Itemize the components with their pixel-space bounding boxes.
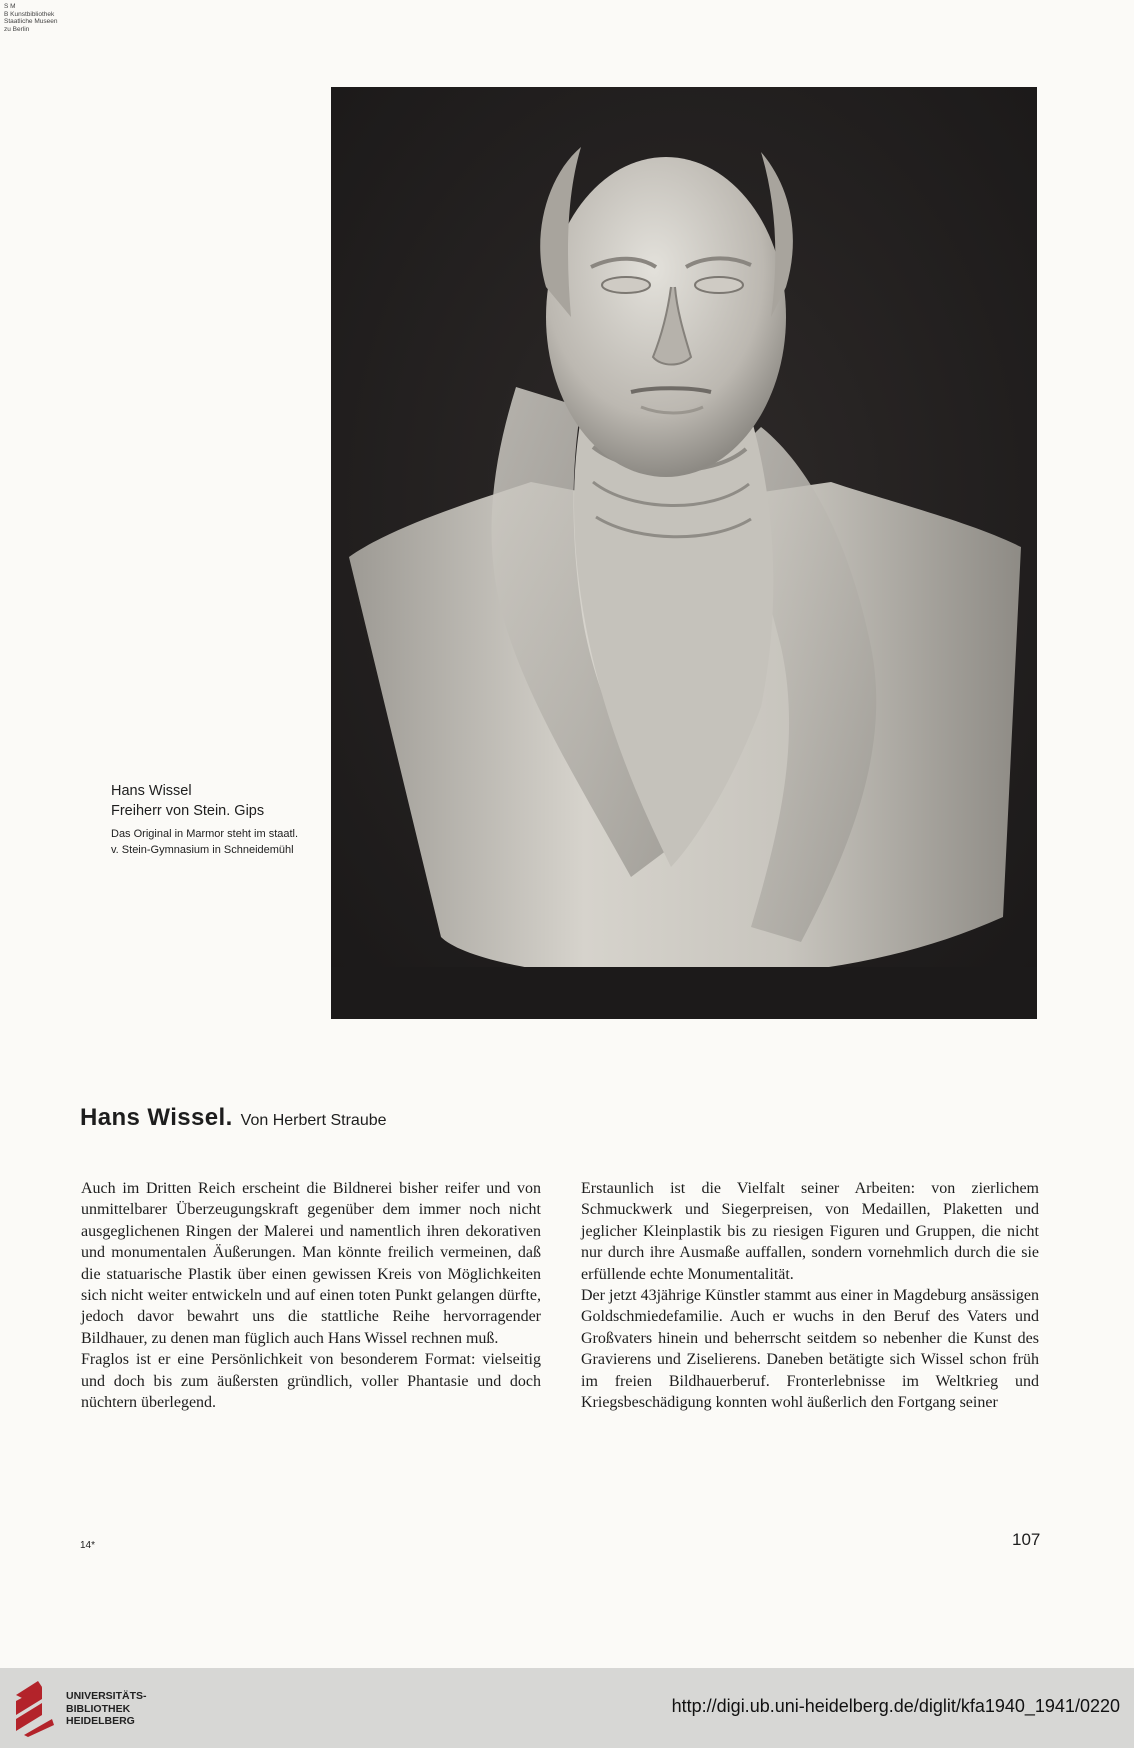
library-stamp xyxy=(4,3,86,33)
stamp-line: B Kunstbibliothek xyxy=(4,10,55,18)
article-headline xyxy=(80,1104,387,1132)
article-title: Hans Wissel. xyxy=(80,1104,233,1131)
caption-artist: Hans Wissel xyxy=(111,783,192,799)
caption-title: Freiherr von Stein. Gips xyxy=(111,803,265,819)
image-caption xyxy=(111,781,311,858)
library-logo-icon xyxy=(12,1679,58,1737)
library-name-line: BIBLIOTHEK xyxy=(66,1702,131,1715)
stamp-line: Staatliche Museen xyxy=(4,18,58,25)
paragraph: Fraglos ist er eine Persönlichkeit von besonderem Format: vielseitig und doch bis zum äußersten gründlich, voller Phantasie und doch nüchtern überlegend. xyxy=(81,1351,541,1412)
paragraph: Erstaunlich ist die Vielfalt seiner Arbeiten: von zierlichem Schmuckwerk und Siegerpreisen, von Medaillen, Plaketten und jeglicher Kleinplastik bis zu riesigen Figuren und Gruppen, die nicht nur durch ihre Ausmaße auffallen, sondern vornehmlich durch die sie erfüllende echte Monumentalität. xyxy=(581,1180,1039,1283)
paragraph: Auch im Dritten Reich erscheint die Bildnerei bisher reifer und von unmittelbarer Überzeugungskraft gegenüber dem immer noch nicht ausgeglichenen Ringen der Malerei und namentlich ihren dekorativen und monumentalen Äußerungen. Man könnte freilich vermeinen, daß die statuarische Plastik über einen gewissen Kreis von Möglichkeiten sich nicht weiter entwickeln und auf einen toten Punkt gelangen dürfte, jedoch davor bewahrt uns die stattliche Reihe hervorragender Bildhauer, zu denen man füglich auch Hans Wissel rechnen muß. xyxy=(81,1180,541,1347)
stamp-line: S M xyxy=(4,3,16,10)
bust-photograph xyxy=(331,87,1037,1019)
text-column-left xyxy=(81,1178,541,1413)
bust-illustration xyxy=(331,87,1037,1019)
paragraph: Der jetzt 43jährige Künstler stammt aus einer in Magdeburg ansässigen Goldschmiedefamilie. Auch er wuchs in den Beruf des Vaters und Großvaters hinein und beherrscht seitdem so nebenher die Kunst des Gravierens und Ziselierens. Daneben betätigte sich Wissel schon früh im freien Bildhauerberuf. Fronterlebnisse im Weltkrieg und Kriegsbeschädigung konnten wohl äußerlich den Fortgang seiner xyxy=(581,1287,1039,1412)
page-number: 107 xyxy=(1012,1530,1041,1549)
library-name-line: UNIVERSITÄTS- xyxy=(66,1690,147,1702)
text-column-right xyxy=(581,1178,1039,1413)
caption-note: Das Original in Marmor steht im staatl. v. Stein-Gymnasium in Schneidemühl xyxy=(111,828,299,856)
printer-signature: 14* xyxy=(80,1540,96,1551)
digitization-footer xyxy=(0,1668,1134,1748)
library-name xyxy=(66,1690,147,1728)
source-url-link[interactable]: http://digi.ub.uni-heidelberg.de/diglit/kfa1940_1941/0220 xyxy=(671,1696,1120,1716)
library-name-line: HEIDELBERG xyxy=(66,1715,135,1727)
article-byline: Von Herbert Straube xyxy=(240,1112,387,1129)
stamp-line: zu Berlin xyxy=(4,25,30,33)
